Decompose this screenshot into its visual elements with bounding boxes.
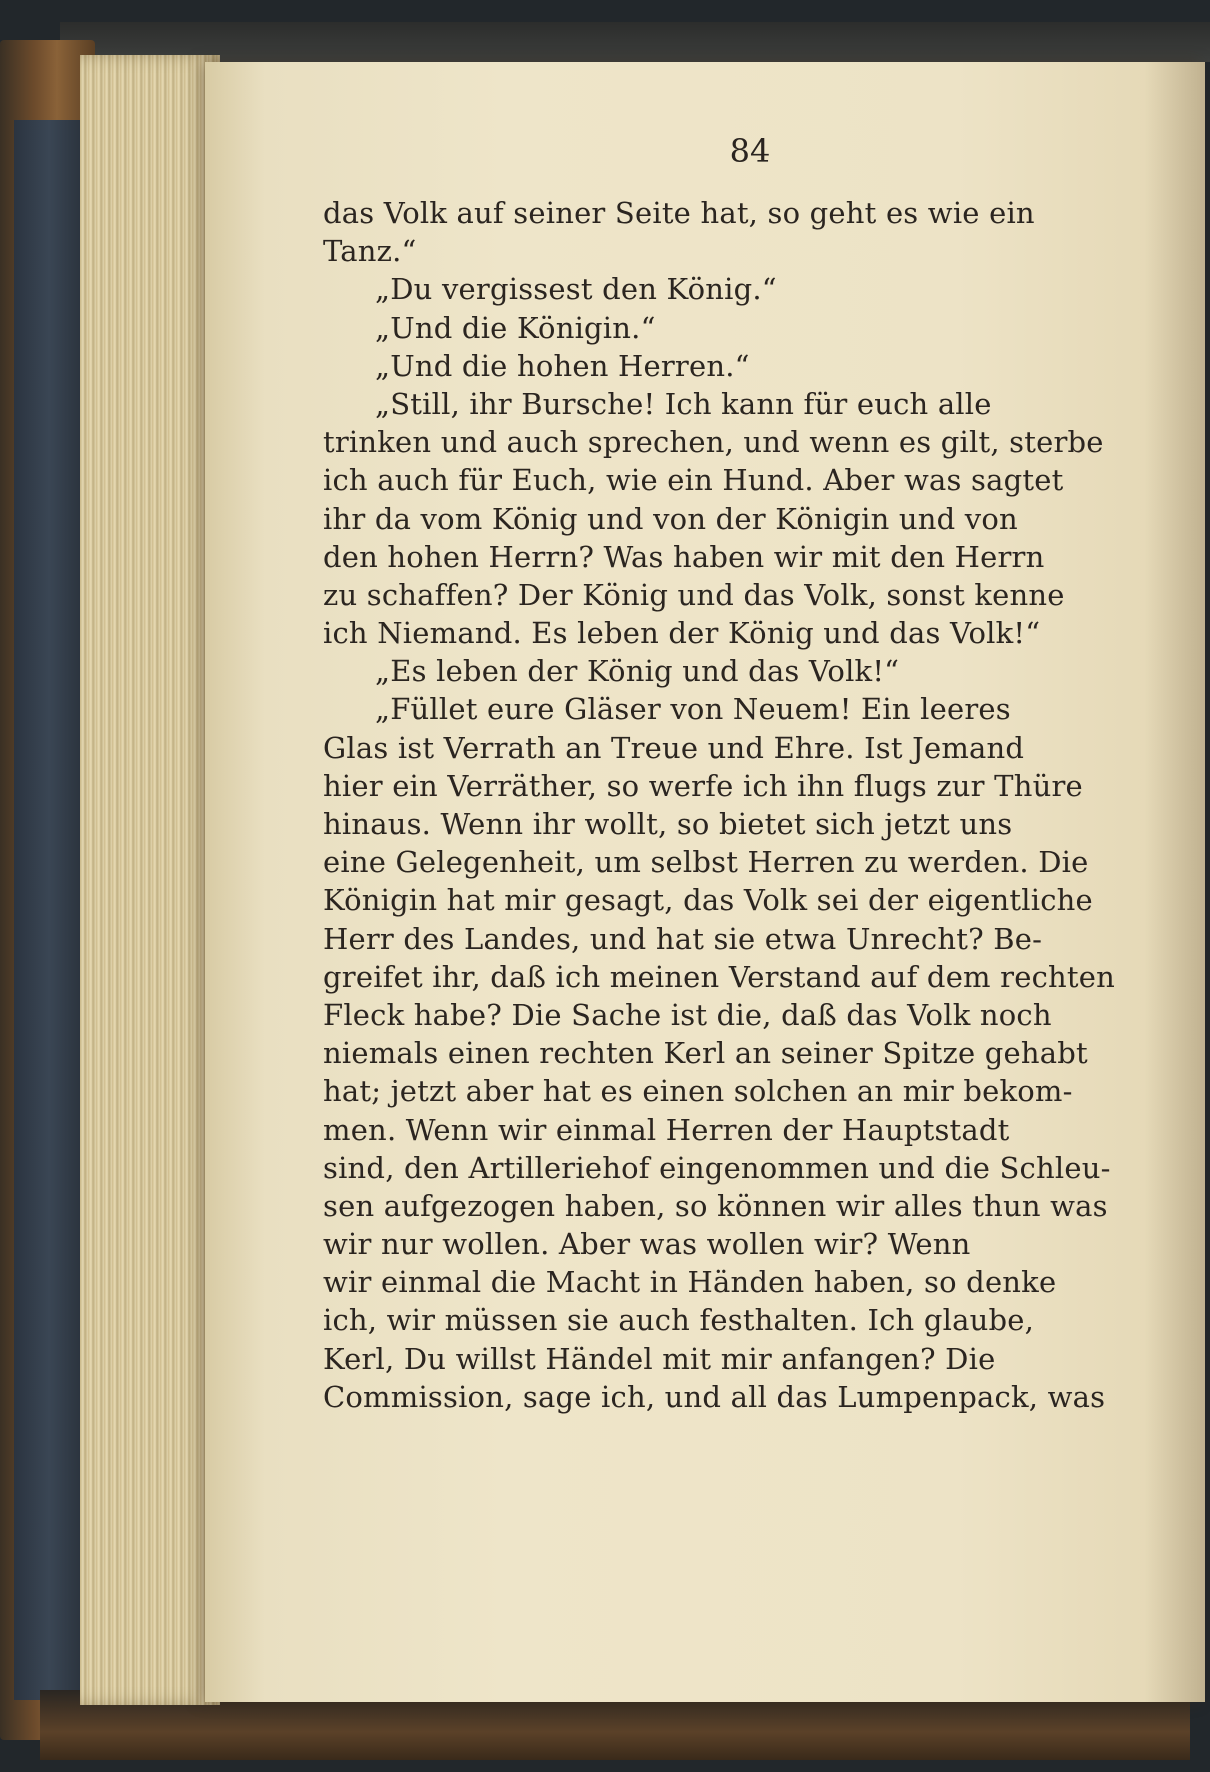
text-line: trinken und auch sprechen, und wenn es gilt, sterbe — [323, 425, 1104, 460]
text-line: ich, wir müssen sie auch festhalten. Ich glaube, — [323, 1303, 1034, 1338]
text-line: sen aufgezogen haben, so können wir alles thun was — [323, 1188, 1108, 1223]
body-text — [323, 194, 1210, 1416]
text-line: hat; jetzt aber hat es einen solchen an mir bekom- — [323, 1074, 1073, 1109]
text-line: Herr des Landes, und hat sie etwa Unrecht? Be- — [323, 921, 1043, 956]
text-line: niemals einen rechten Kerl an seiner Spitze gehabt — [323, 1036, 1088, 1071]
text-line: wir nur wollen. Aber was wollen wir? Wenn — [323, 1227, 971, 1262]
cloth-cover-panel — [14, 120, 84, 1700]
text-line: „Du vergissest den König.“ — [375, 272, 777, 307]
page-edges-stack — [80, 55, 220, 1705]
text-line: Kerl, Du willst Händel mit mir anfangen? Die — [323, 1341, 996, 1376]
text-line: hier ein Verräther, so werfe ich ihn flugs zur Thüre — [323, 768, 1083, 803]
text-line: wir einmal die Macht in Händen haben, so denke — [323, 1265, 1057, 1300]
text-line: ich auch für Euch, wie ein Hund. Aber was sagtet — [323, 463, 1064, 498]
text-line: eine Gelegenheit, um selbst Herren zu werden. Die — [323, 845, 1089, 880]
text-line: Commission, sage ich, und all das Lumpenpack, was — [323, 1379, 1106, 1414]
text-line: „Still, ihr Bursche! Ich kann für euch alle — [375, 386, 992, 421]
text-line: Fleck habe? Die Sache ist die, daß das Volk noch — [323, 997, 1052, 1032]
text-line: men. Wenn wir einmal Herren der Hauptstadt — [323, 1112, 1010, 1147]
book-page — [205, 62, 1205, 1702]
text-line: hinaus. Wenn ihr wollt, so bietet sich jetzt uns — [323, 807, 1013, 841]
text-line: Königin hat mir gesagt, das Volk sei der eigentliche — [323, 883, 1093, 918]
text-line: ich Niemand. Es leben der König und das Volk!“ — [323, 616, 1041, 651]
text-line: den hohen Herrn? Was haben wir mit den Herrn — [323, 539, 1045, 574]
text-line: ihr da vom König und von der Königin und von — [323, 501, 1018, 536]
cover-top-edge — [60, 22, 1210, 62]
text-line: „Und die Königin.“ — [375, 310, 656, 345]
page-number: 84 — [729, 132, 771, 170]
text-line: „Es leben der König und das Volk!“ — [375, 654, 900, 689]
text-line: Glas ist Verrath an Treue und Ehre. Ist Jemand — [323, 730, 1025, 765]
text-line: zu schaffen? Der König und das Volk, sonst kenne — [323, 577, 1065, 612]
text-line: sind, den Artilleriehof eingenommen und die Schleu- — [323, 1150, 1111, 1185]
text-line: Tanz.“ — [323, 234, 417, 269]
text-line: „Füllet eure Gläser von Neuem! Ein leeres — [375, 692, 1011, 727]
text-line: „Und die hohen Herren.“ — [375, 348, 750, 383]
text-line: das Volk auf seiner Seite hat, so geht es wie ein — [323, 196, 1035, 230]
text-line: greifet ihr, daß ich meinen Verstand auf dem rechten — [323, 959, 1116, 994]
